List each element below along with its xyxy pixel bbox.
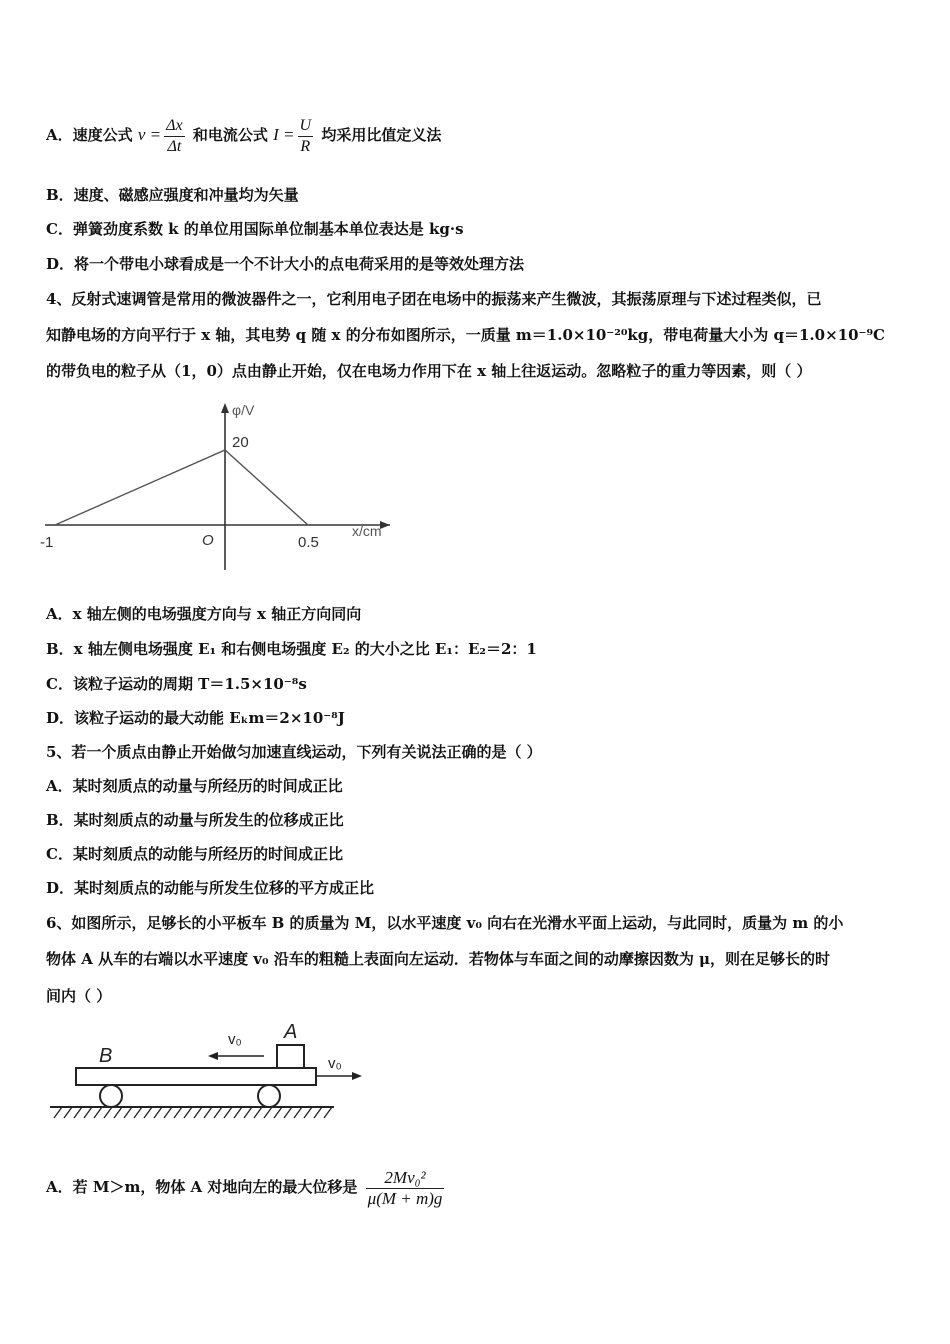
potential-curve bbox=[55, 450, 308, 525]
q4-stem-line3: 的带负电的粒子从（1，0）点由静止开始，仅在电场力作用下在 x 轴上往返运动。忽略粒子的重力等因素，则（ ） bbox=[46, 362, 812, 380]
cart-wheel-left bbox=[100, 1085, 122, 1107]
q5-option-c: C．某时刻质点的动能与所经历的时间成正比 bbox=[46, 845, 343, 863]
ground-hatching bbox=[54, 1107, 332, 1118]
velocity-arrow-right-head bbox=[352, 1072, 362, 1080]
label-v0-left: v₀ bbox=[228, 1031, 242, 1048]
q4-stem-line1: 4、反射式速调管是常用的微波器件之一，它利用电子团在电场中的振荡来产生微波，其振荡原理与下述过程类似，已 bbox=[46, 290, 822, 308]
q3-option-d: D．将一个带电小球看成是一个不计大小的点电荷采用的是等效处理方法 bbox=[46, 255, 525, 273]
label-b: B bbox=[99, 1045, 113, 1067]
block-a bbox=[277, 1045, 304, 1068]
label-v0-right: v₀ bbox=[328, 1055, 342, 1072]
right-tick-label: 0.5 bbox=[298, 534, 319, 551]
left-tick-label: -1 bbox=[40, 534, 54, 551]
q6-stem-line3: 间内（ ） bbox=[46, 987, 112, 1005]
q4-option-c: C．该粒子运动的周期 T＝1.5×10⁻⁸s bbox=[46, 675, 307, 693]
q5-stem: 5、若一个质点由静止开始做匀加速直线运动，下列有关说法正确的是（ ） bbox=[46, 743, 542, 761]
current-numerator: U bbox=[298, 116, 314, 137]
velocity-fraction bbox=[164, 116, 185, 157]
q3-option-c: C．弹簧劲度系数 k 的单位用国际单位制基本单位表达是 kg·s bbox=[46, 220, 464, 238]
q6-stem-line1: 6、如图所示，足够长的小平板车 B 的质量为 M，以水平速度 v₀ 向右在光滑水平面上运动，与此同时，质量为 m 的小 bbox=[46, 914, 844, 932]
x-axis-label: x/cm bbox=[352, 523, 382, 539]
peak-label: 20 bbox=[232, 434, 249, 451]
y-axis-label: φ/V bbox=[232, 402, 255, 418]
q3-option-a bbox=[46, 100, 441, 170]
displacement-denominator: μ(M + m)g bbox=[367, 1188, 443, 1208]
origin-label: O bbox=[202, 532, 214, 549]
q6-a-prefix: A．若 M＞m，物体 A 对地向左的最大位移是 bbox=[46, 1178, 358, 1196]
q4-option-b: B．x 轴左侧电场强度 E₁ 和右侧电场强度 E₂ 的大小之比 E₁：E₂＝2：1 bbox=[46, 640, 537, 658]
q6-option-a bbox=[46, 1154, 447, 1220]
cart-figure bbox=[44, 1018, 364, 1128]
q3-a-v-symbol: v = bbox=[137, 125, 162, 144]
q5-option-b: B．某时刻质点的动量与所发生的位移成正比 bbox=[46, 811, 344, 829]
q3-a-suffix: 均采用比值定义法 bbox=[321, 126, 442, 144]
label-a: A bbox=[284, 1021, 298, 1043]
current-fraction bbox=[298, 116, 314, 157]
cart-board bbox=[76, 1068, 316, 1085]
q4-option-d: D．该粒子运动的最大动能 Eₖm＝2×10⁻⁸J bbox=[46, 709, 345, 727]
y-axis-arrow bbox=[221, 403, 229, 413]
q6-stem-line2: 物体 A 从车的右端以水平速度 v₀ 沿车的粗糙上表面向左运动．若物体与车面之间的动摩擦因数为 μ，则在足够长的时 bbox=[46, 950, 831, 968]
displacement-fraction bbox=[366, 1168, 445, 1209]
q4-option-a: A．x 轴左侧的电场强度方向与 x 轴正方向同向 bbox=[46, 605, 362, 623]
q3-a-i-symbol: I = bbox=[273, 125, 295, 144]
q3-a-prefix: A．速度公式 bbox=[46, 126, 133, 144]
current-denominator: R bbox=[300, 137, 311, 155]
q4-stem-line2: 知静电场的方向平行于 x 轴，其电势 q 随 x 的分布如图所示，一质量 m＝1.0×10⁻²⁰kg，带电荷量大小为 q＝1.0×10⁻⁹C bbox=[46, 326, 885, 344]
displacement-numerator: 2Mv₀² bbox=[366, 1168, 445, 1189]
q3-option-b: B．速度、磁感应强度和冲量均为矢量 bbox=[46, 186, 299, 204]
cart-wheel-right bbox=[258, 1085, 280, 1107]
velocity-arrow-left-head bbox=[208, 1052, 218, 1060]
velocity-numerator: Δx bbox=[164, 116, 185, 137]
q5-option-d: D．某时刻质点的动能与所发生位移的平方成正比 bbox=[46, 879, 375, 897]
potential-graph bbox=[40, 395, 400, 575]
q5-option-a: A．某时刻质点的动量与所经历的时间成正比 bbox=[46, 777, 343, 795]
q3-a-mid: 和电流公式 bbox=[192, 126, 268, 144]
velocity-denominator: Δt bbox=[167, 137, 182, 155]
